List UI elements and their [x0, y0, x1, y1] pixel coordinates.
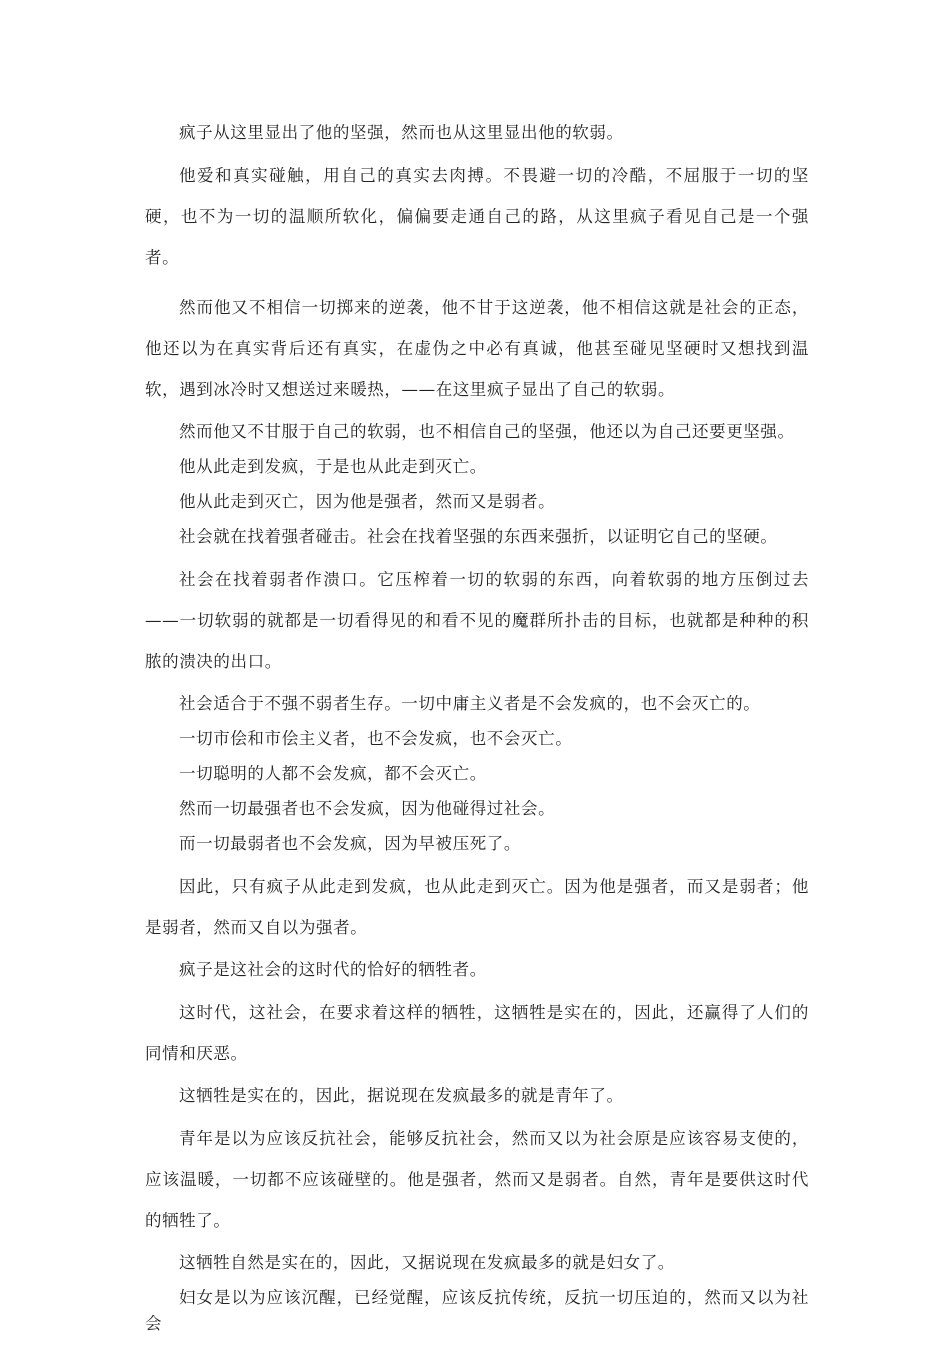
paragraph: 然而他又不甘服于自己的软弱，也不相信自己的坚强，他还以为自己还要更坚强。 [179, 422, 795, 441]
paragraph: 社会在找着弱者作溃口。它压榨着一切的软弱的东西，向着软弱的地方压倒过去——一切软弱的就都是一切看得见的和看不见的魔群所扑击的目标，也就都是种种的积脓的溃决的出口。 [145, 570, 809, 671]
paragraph: 一切市侩和市侩主义者，也不会发疯，也不会灭亡。 [179, 729, 573, 748]
paragraph: 妇女是以为应该沉醒，已经觉醒，应该反抗传统，反抗一切压迫的，然而又以为社会 [145, 1288, 809, 1333]
paragraph: 他从此走到灭亡，因为他是强者，然而又是弱者。 [179, 492, 556, 511]
paragraph: 疯子是这社会的这时代的恰好的牺牲者。 [179, 960, 487, 979]
paragraph: 然而他又不相信一切掷来的逆袭，他不甘于这逆袭，他不相信这就是社会的正态，他还以为在真实背后还有真实，在虚伪之中必有真诚，他甚至碰见坚硬时又想找到温软，遇到冰冷时又想送过来暖热，——在这里疯子显出了自己的软弱。 [145, 298, 809, 399]
paragraph: 一切聪明的人都不会发疯，都不会灭亡。 [179, 764, 487, 783]
paragraph: 这牺牲是实在的，因此，据说现在发疯最多的就是青年了。 [179, 1086, 624, 1105]
paragraph: 因此，只有疯子从此走到发疯，也从此走到灭亡。因为他是强者，而又是弱者；他是弱者，然而又自以为强者。 [145, 877, 809, 937]
paragraph: 他从此走到发疯，于是也从此走到灭亡。 [179, 457, 487, 476]
paragraph: 青年是以为应该反抗社会，能够反抗社会，然而又以为社会原是应该容易支使的，应该温暖，一切都不应该碰壁的。他是强者，然而又是弱者。自然，青年是要供这时代的牺牲了。 [145, 1129, 809, 1230]
paragraph: 这牺牲自然是实在的，因此，又据说现在发疯最多的就是妇女了。 [179, 1253, 675, 1272]
paragraph: 社会就在找着强者碰击。社会在找着坚强的东西来强折，以证明它自己的坚硬。 [179, 527, 778, 546]
paragraph: 社会适合于不强不弱者生存。一切中庸主义者是不会发疯的，也不会灭亡的。 [179, 694, 761, 713]
paragraph: 疯子从这里显出了他的坚强，然而也从这里显出他的软弱。 [179, 123, 624, 142]
paragraph: 而一切最弱者也不会发疯，因为早被压死了。 [179, 834, 521, 853]
paragraph: 他爱和真实碰触，用自己的真实去肉搏。不畏避一切的冷酷，不屈服于一切的坚硬，也不为一切的温顺所软化，偏偏要走通自己的路，从这里疯子看见自己是一个强者。 [145, 166, 809, 267]
document-page [145, 120, 809, 1346]
paragraph: 这时代，这社会，在要求着这样的牺牲，这牺牲是实在的，因此，还赢得了人们的同情和厌恶。 [145, 1003, 809, 1063]
paragraph: 然而一切最强者也不会发疯，因为他碰得过社会。 [179, 799, 556, 818]
